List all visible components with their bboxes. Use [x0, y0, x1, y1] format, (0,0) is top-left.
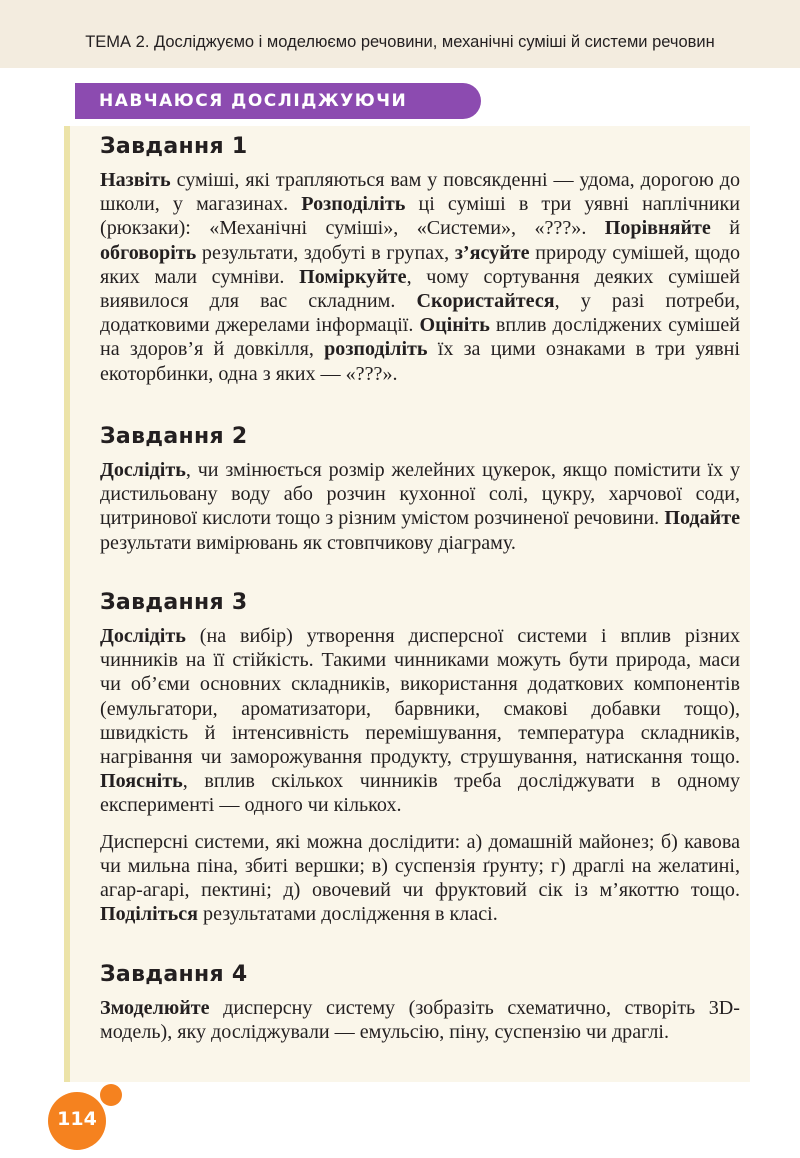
task-1: [100, 132, 740, 386]
emphasized-verb: розподіліть: [324, 338, 428, 361]
text-run: Дисперсні системи, які можна дослідити: а) домашній майонез; б) кавова чи мильна піна, збиті вершки; в) суспензія ґрунту; г) драглі на желатині, агар-агарі, пектині; д) овочевий чи фруктовий сік із м’якоттю тощо.: [100, 830, 740, 902]
text-run: вплив досліджених сумішей на здоров’я й довкілля,: [100, 314, 741, 361]
text-run: , чи змінюється розмір желейних цукерок, якщо помістити їх у дистильовану воду або розчин кухонної солі, цукру, харчової соди, цитринової кислоти тощо з різним умістом розчиненої речовини.: [100, 459, 740, 530]
task-paragraph: [100, 458, 740, 555]
text-run: результати, здобуті в групах,: [196, 241, 455, 264]
text-run: й: [710, 217, 740, 240]
page-number: 114: [57, 1108, 97, 1130]
emphasized-verb: Назвіть: [100, 169, 171, 191]
task-heading: Завдання 4: [100, 962, 248, 987]
task-paragraph: [100, 830, 740, 927]
text-run: (на вибір) утворення дисперсної системи і вплив різних чинників на її стійкість. Такими чинниками можуть бути природа, маси чи об’єми основних складників, використання додаткових компонентів (емульгатори, ароматизатори, барвники, смакові добавки тощо), швидкість й інтенсивність перемішування, температура складників, нагрівання чи заморожування продукту, струшування, натискання тощо.: [100, 625, 740, 769]
text-run: дисперсну систему (зобразіть схематично, створіть 3D-модель), яку досліджували — емульсію, піну, суспензію чи драглі.: [100, 997, 740, 1044]
text-run: результатами дослідження в класі.: [198, 903, 498, 926]
task-paragraph: [100, 168, 740, 386]
text-run: , у разі потреби, додатковими джерелами інформації.: [100, 290, 741, 337]
text-run: природу сумішей, щодо яких мали сумніви.: [100, 241, 740, 288]
task-heading: Завдання 2: [100, 424, 248, 449]
emphasized-verb: Змоделюйте: [100, 997, 210, 1019]
text-run: ці суміші в три уявні наплічники (рюкзаки): «Механічні суміші», «Системи», «???».: [100, 193, 740, 240]
header-band: [0, 0, 800, 68]
task-paragraph: [100, 996, 740, 1044]
panel-accent-bar: [64, 126, 70, 1082]
text-run: результати вимірювань як стовпчикову діаграму.: [100, 531, 516, 554]
emphasized-verb: Подайте: [664, 507, 740, 530]
emphasized-verb: Розподіліть: [301, 193, 406, 216]
emphasized-verb: Оцініть: [419, 314, 490, 337]
badge-dot: [100, 1084, 122, 1106]
emphasized-verb: Поділіться: [100, 903, 198, 926]
task-paragraph: [100, 624, 740, 818]
emphasized-verb: Скористайтеся: [416, 290, 555, 313]
page-number-badge: [48, 1084, 126, 1154]
task-heading: Завдання 3: [100, 590, 248, 615]
emphasized-verb: обговоріть: [100, 241, 197, 264]
emphasized-verb: з’ясуйте: [454, 241, 530, 264]
section-banner: [75, 83, 481, 119]
task-4: [100, 960, 740, 1044]
emphasized-verb: Дослідіть: [100, 625, 186, 647]
task-heading: Завдання 1: [100, 134, 248, 159]
emphasized-verb: Дослідіть: [100, 459, 186, 481]
task-3: [100, 588, 740, 926]
emphasized-verb: Порівняйте: [604, 217, 711, 240]
emphasized-verb: Поміркуйте: [299, 265, 407, 288]
emphasized-verb: Поясніть: [100, 770, 183, 793]
text-run: , вплив скількох чинників треба досліджувати в одному експерименті — одного чи кількох.: [100, 770, 740, 817]
text-run: , чому сортування деяких сумішей виявилося для вас складним.: [100, 265, 740, 313]
tasks-panel: [64, 126, 750, 1082]
task-2: [100, 422, 740, 555]
text-run: суміші, які трапляються вам у повсякденні — удома, дорогою до школи, у магазинах.: [100, 169, 740, 216]
text-run: їх за цими ознаками в три уявні екоторбинки, одна з яких — «???».: [100, 338, 740, 385]
running-header-title: ТЕМА 2. Досліджуємо і моделюємо речовини, механічні суміші й системи речовин: [85, 33, 715, 51]
section-title: НАВЧАЮСЯ ДОСЛІДЖУЮЧИ: [99, 91, 408, 111]
